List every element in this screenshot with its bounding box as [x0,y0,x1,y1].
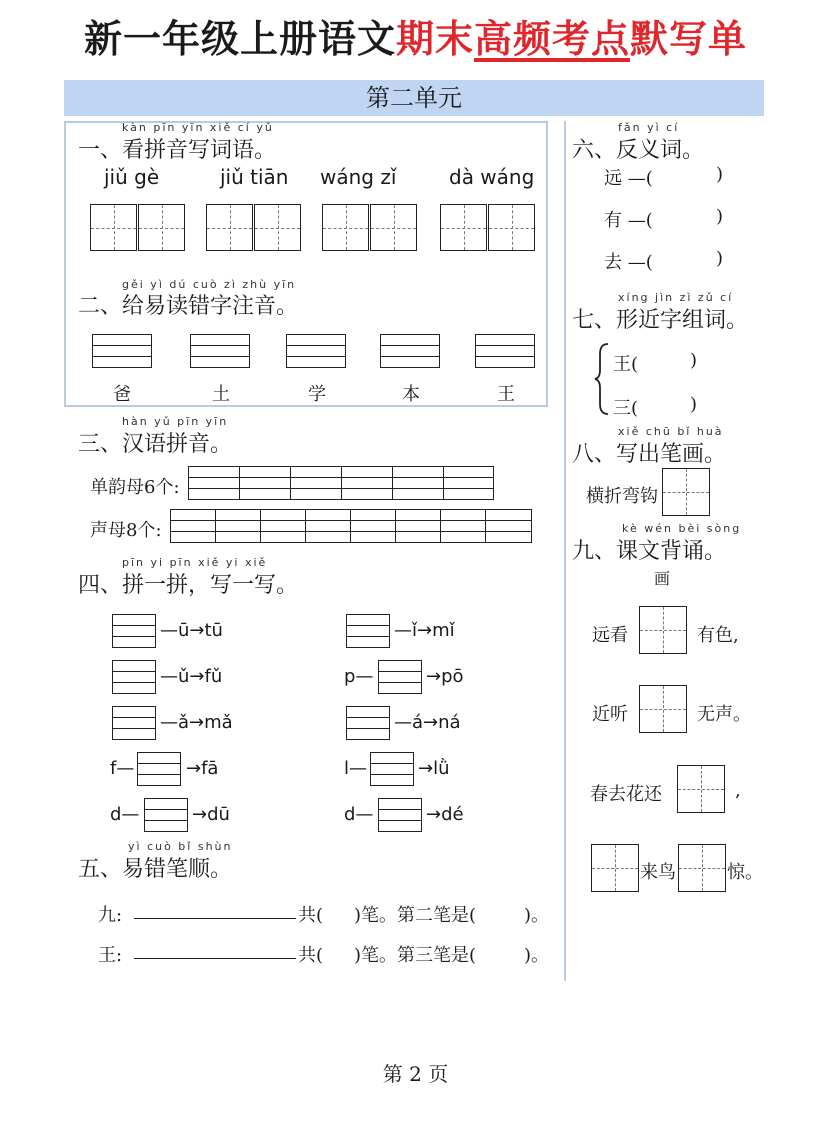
title-part1: 新一年级上册语文 [83,17,396,61]
s8-item: 横折弯钩 [586,486,658,507]
s4-left-4-post: →fā [186,758,219,779]
cell-divider [395,509,396,543]
pinyin-lines[interactable] [112,614,156,648]
column-divider [564,121,566,981]
tian-grid[interactable] [591,844,639,892]
cell-divider [260,509,261,543]
cell-divider [350,509,351,543]
s5-row2-b: )笔。第三笔是( [354,945,477,966]
pinyin-lines[interactable] [170,509,532,543]
s5-pinyin: yì cuò bǐ shùn [128,840,233,853]
s4-left-5-post: →dū [192,804,230,825]
pinyin-lines[interactable] [112,706,156,740]
title-part2: 期末 [395,17,474,61]
unit-header: 第二单元 [64,80,764,116]
s7-item-2: 三( [613,398,639,419]
tian-grid[interactable] [138,204,185,251]
pinyin-lines[interactable] [137,752,181,786]
s3-pinyin: hàn yǔ pīn yīn [122,415,229,428]
s5-row1-a: 共( [298,905,324,926]
page-title [0,8,831,63]
s7-heading: 七、形近字组词。 [572,308,749,333]
s4-right-4-post: →lǜ [418,758,450,779]
s9-l4a: 来鸟 [640,862,676,883]
s4-right-4-pre: l— [344,758,368,779]
pinyin-lines[interactable] [378,660,422,694]
tian-grid[interactable] [370,204,417,251]
s4-left-2: —ǔ→fǔ [160,666,223,687]
s5-row2-char: 王: [98,945,123,966]
tian-grid[interactable] [206,204,253,251]
tian-grid[interactable] [440,204,487,251]
title-part3: 高频考点 [474,17,631,61]
cell-divider [305,509,306,543]
s6-close-2: ) [716,206,724,227]
cell-divider [485,509,486,543]
answer-line[interactable] [134,918,296,919]
s9-pinyin: kè wén bèi sòng [622,522,742,535]
tian-grid[interactable] [678,844,726,892]
s3-row2-label: 声母8个: [90,520,162,541]
pinyin-lines[interactable] [92,334,152,368]
pinyin-lines[interactable] [286,334,346,368]
tian-grid[interactable] [662,468,710,516]
s3-row1-label: 单韵母6个: [90,477,180,498]
s2-pinyin: gěi yì dú cuò zì zhù yīn [122,278,297,291]
brace-icon [594,342,612,416]
cell-divider [290,466,291,500]
s8-heading: 八、写出笔画。 [572,442,727,467]
s4-left-5-pre: d— [110,804,140,825]
tian-grid[interactable] [639,606,687,654]
cell-divider [341,466,342,500]
s9-l1a: 远看 [592,625,628,646]
s7-close-2: ) [690,394,698,415]
s6-close-3: ) [716,248,724,269]
pinyin-lines[interactable] [378,798,422,832]
pinyin-lines[interactable] [346,706,390,740]
s5-row2-c: )。 [524,945,550,966]
tian-grid[interactable] [254,204,301,251]
s6-close-1: ) [716,164,724,185]
pinyin-lines[interactable] [190,334,250,368]
pinyin-lines[interactable] [475,334,535,368]
s4-heading: 四、拼一拼，写一写。 [78,573,299,598]
tian-grid[interactable] [488,204,535,251]
s3-heading: 三、汉语拼音。 [78,432,233,457]
s7-pinyin: xíng jìn zì zǔ cí [618,291,734,304]
s9-l1b: 有色, [697,625,739,646]
s6-item-2: 有 —( [604,210,653,231]
cell-divider [392,466,393,500]
s1-word-3: wáng zǐ [320,165,397,189]
title-part4: 默写单 [630,17,748,61]
tian-grid[interactable] [639,685,687,733]
tian-grid[interactable] [90,204,137,251]
tian-grid[interactable] [322,204,369,251]
s5-heading: 五、易错笔顺。 [78,857,233,882]
cell-divider [443,466,444,500]
s6-item-3: 去 —( [604,252,653,273]
s2-heading: 二、给易读错字注音。 [78,294,299,319]
s7-item-1: 王( [613,354,639,375]
pinyin-lines[interactable] [112,660,156,694]
s4-right-1: —ǐ→mǐ [394,620,455,641]
pinyin-lines[interactable] [144,798,188,832]
s5-row2-a: 共( [298,945,324,966]
s9-poem-title: 画 [654,569,671,588]
s2-char-5: 王 [497,384,515,405]
cell-divider [215,509,216,543]
s1-word-2: jiǔ tiān [220,165,289,189]
s7-close-1: ) [690,350,698,371]
cell-divider [440,509,441,543]
s6-item-1: 远 —( [604,168,653,189]
s1-word-1: jiǔ gè [104,165,160,189]
s5-row1-c: )。 [524,905,550,926]
page-number: 第 2 页 [382,1062,449,1086]
s6-pinyin: fǎn yì cí [618,121,680,134]
s9-l2a: 近听 [592,704,628,725]
s4-left-3: —ǎ→mǎ [160,712,233,733]
s9-l3b: , [735,780,741,801]
answer-line[interactable] [134,958,296,959]
s2-char-4: 本 [402,384,420,405]
s8-pinyin: xiě chū bǐ huà [618,425,724,438]
s6-heading: 六、反义词。 [572,138,705,163]
s4-right-5-post: →dé [426,804,464,825]
s4-right-3: —á→ná [394,712,461,733]
s2-char-3: 学 [308,384,326,405]
s5-row1-b: )笔。第二笔是( [354,905,477,926]
s5-row1-char: 九: [98,905,123,926]
s2-char-1: 爸 [113,384,131,405]
tian-grid[interactable] [677,765,725,813]
s9-heading: 九、课文背诵。 [572,539,727,564]
cell-divider [239,466,240,500]
s9-l2b: 无声。 [697,704,751,725]
pinyin-lines[interactable] [370,752,414,786]
s9-l3a: 春去花还 [590,784,662,805]
s4-pinyin: pīn yi pīn xiě yi xiě [122,556,268,569]
pinyin-lines[interactable] [346,614,390,648]
s4-right-2-pre: p— [344,666,374,687]
s2-char-2: 土 [212,384,230,405]
s4-right-2-post: →pō [426,666,464,687]
s4-left-1: —ū→tū [160,620,223,641]
s1-word-4: dà wáng [449,165,535,189]
s9-l4b: 惊。 [727,862,763,883]
s1-pinyin: kàn pīn yīn xiě cí yǔ [122,121,274,134]
s4-right-5-pre: d— [344,804,374,825]
pinyin-lines[interactable] [380,334,440,368]
s1-heading: 一、看拼音写词语。 [78,138,277,163]
s4-left-4-pre: f— [110,758,135,779]
